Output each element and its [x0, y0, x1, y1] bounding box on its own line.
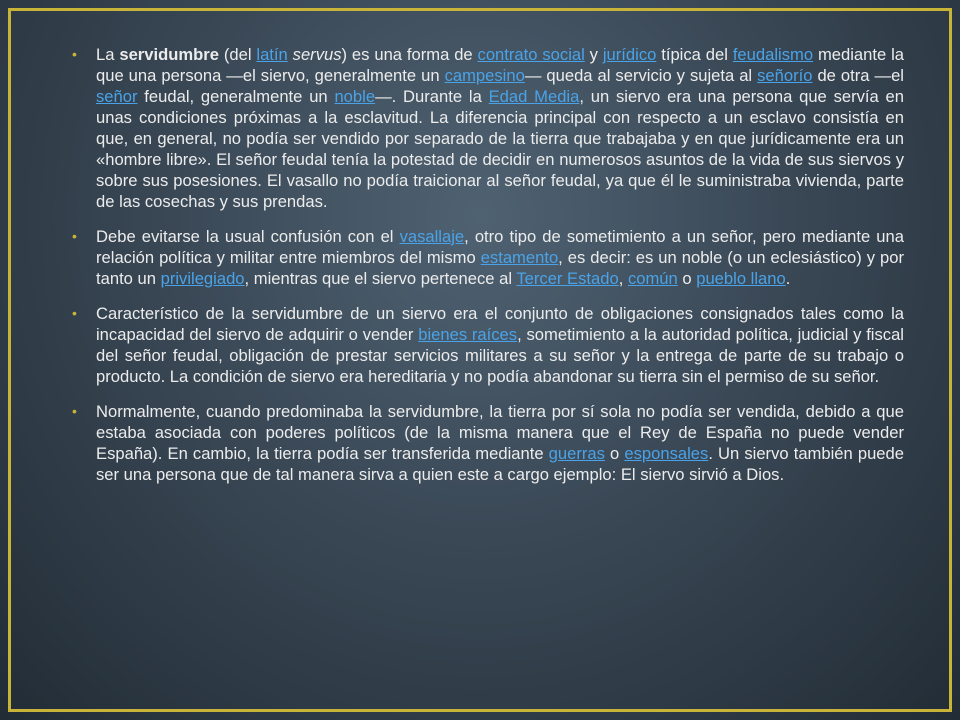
text-run: mediante la que una persona —el siervo, generalmente un	[96, 45, 904, 85]
bullet-dot-icon: •	[72, 305, 77, 321]
text-run: , sometimiento a la autoridad política, judicial y fiscal del señor feudal, obligación de prestar servicios militares a su señor y la entrega de parte de su trabajo o producto. La condición de siervo era hereditaria y no podía abandonar su tierra sin el permiso de su señor.	[96, 325, 904, 386]
bullet-paragraph-1	[72, 44, 904, 212]
text-run: ) es una forma de	[341, 45, 478, 64]
text-run: Característico de la servidumbre de un siervo era el conjunto de obligaciones consignados tales como la incapacidad del siervo de adquirir o vender	[96, 304, 904, 344]
text-run: La	[96, 45, 120, 64]
bullet-paragraph-2	[72, 226, 904, 289]
link-vasallaje[interactable]: vasallaje	[399, 227, 465, 246]
text-run: , es decir: es un noble (o un eclesiástico) y por tanto un	[96, 248, 904, 288]
text-run: .	[785, 269, 791, 288]
link-latin[interactable]: latín	[256, 45, 288, 64]
text-run: , un siervo era una persona que servía en unas condiciones próximas a la esclavitud. La diferencia principal con respecto a un esclavo consistía en que, en general, no podía ser vendido por separado de la tierra que trabajaba y en que jurídicamente era un «hombre libre». El señor feudal tenía la potestad de decidir en numerosos asuntos de la vida de sus siervos y sobre sus posesiones. El vasallo no podía traicionar al señor feudal, ya que él le suministraba vivienda, parte de las cosechas y sus prendas.	[96, 87, 905, 211]
bullet-paragraph-3	[72, 303, 904, 387]
text-run: — queda al servicio y sujeta al	[524, 66, 758, 85]
link-contrato-social[interactable]: contrato social	[477, 45, 585, 64]
text-run: feudal, generalmente un	[137, 87, 335, 106]
text-run: . Un siervo también puede ser una persona que de tal manera sirva a quien este a cargo ejemplo: El siervo sirvió a Dios.	[96, 444, 904, 484]
link-pueblo-llano[interactable]: pueblo llano	[696, 269, 786, 288]
bullet-dot-icon: •	[72, 46, 77, 62]
text-run: , otro tipo de sometimiento a un señor, pero mediante una relación política y militar entre miembros del mismo	[96, 227, 904, 267]
link-juridico[interactable]: jurídico	[602, 45, 657, 64]
link-privilegiado[interactable]: privilegiado	[160, 269, 245, 288]
bullet-paragraph-4	[72, 401, 904, 485]
bullet-list	[72, 44, 904, 499]
text-run: típica del	[656, 45, 733, 64]
link-bienes-raices[interactable]: bienes raíces	[418, 325, 518, 344]
link-senorio[interactable]: señorío	[757, 66, 813, 85]
text-run: o	[604, 444, 625, 463]
text-run: Normalmente, cuando predominaba la servidumbre, la tierra por sí sola no podía ser vendida, debido a que estaba asociada con poderes políticos (de la misma manera que el Rey de España no puede vender España). En cambio, la tierra podía ser transferida mediante	[96, 402, 904, 463]
link-comun[interactable]: común	[627, 269, 678, 288]
italic-term: servus	[292, 45, 342, 64]
link-tercer-estado[interactable]: Tercer Estado	[516, 269, 619, 288]
link-esponsales[interactable]: esponsales	[624, 444, 709, 463]
text-run: (del	[218, 45, 257, 64]
text-run: ,	[618, 269, 628, 288]
link-feudalismo[interactable]: feudalismo	[732, 45, 814, 64]
link-senor[interactable]: señor	[96, 87, 138, 106]
link-edad-media[interactable]: Edad Media	[488, 87, 580, 106]
bullet-dot-icon: •	[72, 228, 77, 244]
text-run: , mientras que el siervo pertenece al	[244, 269, 517, 288]
text-run: o	[677, 269, 697, 288]
bold-term: servidumbre	[119, 45, 219, 64]
link-campesino[interactable]: campesino	[444, 66, 525, 85]
link-guerras[interactable]: guerras	[548, 444, 605, 463]
bullet-dot-icon: •	[72, 403, 77, 419]
link-noble[interactable]: noble	[334, 87, 376, 106]
text-run: —. Durante la	[375, 87, 489, 106]
text-run: y	[584, 45, 603, 64]
text-run: de otra —el	[812, 66, 904, 85]
text-run: Debe evitarse la usual confusión con el	[96, 227, 400, 246]
link-estamento[interactable]: estamento	[480, 248, 559, 267]
